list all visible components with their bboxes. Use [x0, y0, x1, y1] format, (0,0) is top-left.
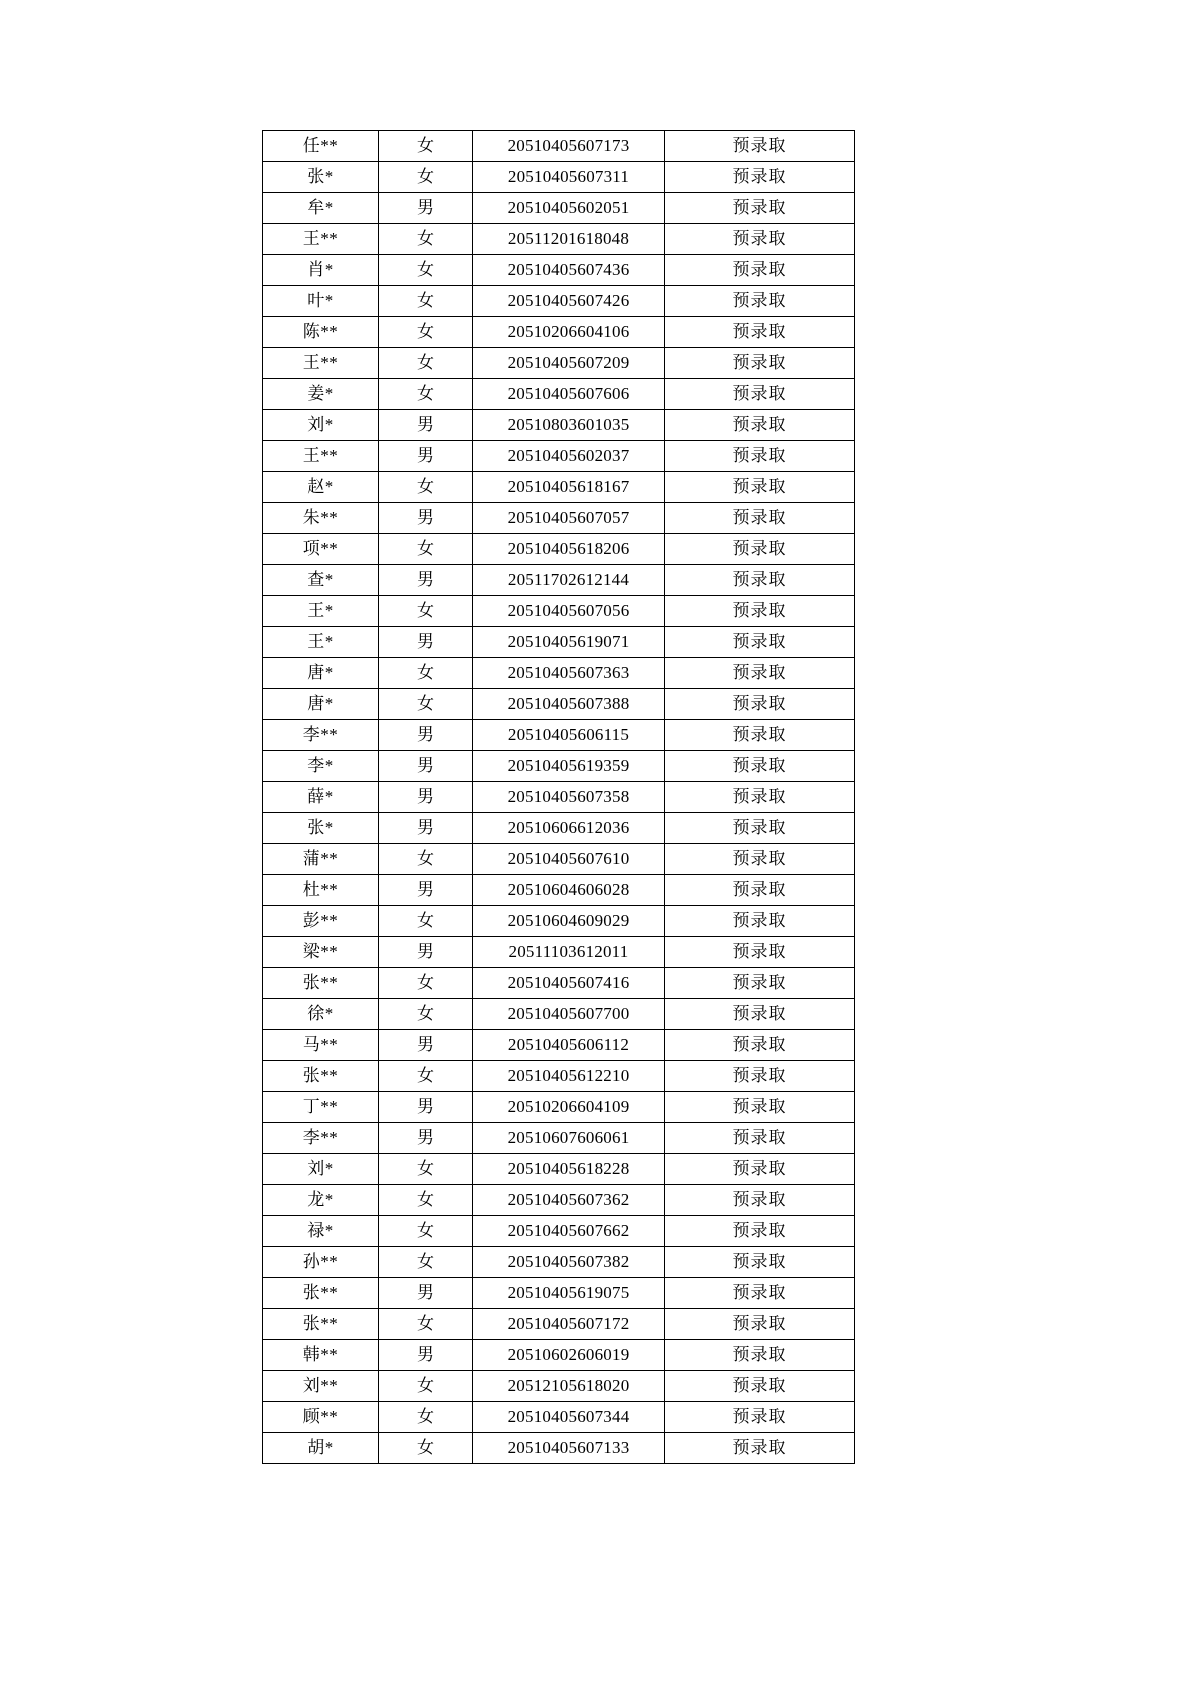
cell-gender: 女: [379, 1309, 473, 1340]
cell-name: 梁**: [263, 937, 379, 968]
cell-gender: 女: [379, 1247, 473, 1278]
table-row: [263, 472, 855, 503]
cell-name: 丁**: [263, 1092, 379, 1123]
cell-status: 预录取: [665, 131, 855, 162]
cell-status: 预录取: [665, 689, 855, 720]
cell-name: 王**: [263, 224, 379, 255]
table-row: [263, 968, 855, 999]
cell-name: 张**: [263, 1309, 379, 1340]
table-row: [263, 813, 855, 844]
cell-gender: 男: [379, 1123, 473, 1154]
cell-name: 陈**: [263, 317, 379, 348]
cell-status: 预录取: [665, 1371, 855, 1402]
cell-gender: 男: [379, 1092, 473, 1123]
cell-name: 张**: [263, 1278, 379, 1309]
cell-gender: 男: [379, 751, 473, 782]
cell-gender: 男: [379, 193, 473, 224]
cell-gender: 女: [379, 317, 473, 348]
cell-status: 预录取: [665, 999, 855, 1030]
cell-candidate-id: 20510405607662: [473, 1216, 665, 1247]
cell-candidate-id: 20510405607606: [473, 379, 665, 410]
cell-status: 预录取: [665, 1154, 855, 1185]
cell-name: 张*: [263, 162, 379, 193]
cell-name: 徐*: [263, 999, 379, 1030]
cell-gender: 男: [379, 441, 473, 472]
cell-gender: 女: [379, 658, 473, 689]
cell-status: 预录取: [665, 782, 855, 813]
table-row: [263, 1154, 855, 1185]
cell-candidate-id: 20510405607436: [473, 255, 665, 286]
cell-candidate-id: 20510405619071: [473, 627, 665, 658]
cell-candidate-id: 20510607606061: [473, 1123, 665, 1154]
cell-candidate-id: 20511702612144: [473, 565, 665, 596]
cell-name: 王**: [263, 441, 379, 472]
cell-status: 预录取: [665, 968, 855, 999]
roster-table-body: [263, 131, 855, 1464]
table-row: [263, 720, 855, 751]
cell-candidate-id: 20510604606028: [473, 875, 665, 906]
table-row: [263, 410, 855, 441]
cell-status: 预录取: [665, 627, 855, 658]
table-row: [263, 1340, 855, 1371]
cell-candidate-id: 20510405607056: [473, 596, 665, 627]
table-row: [263, 1247, 855, 1278]
cell-candidate-id: 20510405606112: [473, 1030, 665, 1061]
table-row: [263, 162, 855, 193]
cell-gender: 女: [379, 224, 473, 255]
table-row: [263, 1185, 855, 1216]
table-row: [263, 1309, 855, 1340]
cell-gender: 女: [379, 348, 473, 379]
cell-status: 预录取: [665, 379, 855, 410]
cell-status: 预录取: [665, 410, 855, 441]
cell-name: 项**: [263, 534, 379, 565]
cell-gender: 女: [379, 131, 473, 162]
cell-status: 预录取: [665, 1185, 855, 1216]
cell-candidate-id: 20510405607388: [473, 689, 665, 720]
roster-table-container: [262, 130, 854, 1464]
table-row: [263, 1030, 855, 1061]
table-row: [263, 224, 855, 255]
cell-gender: 女: [379, 1371, 473, 1402]
cell-name: 李*: [263, 751, 379, 782]
cell-gender: 女: [379, 1216, 473, 1247]
cell-name: 牟*: [263, 193, 379, 224]
cell-status: 预录取: [665, 1247, 855, 1278]
cell-status: 预录取: [665, 1123, 855, 1154]
table-row: [263, 1371, 855, 1402]
table-row: [263, 1092, 855, 1123]
table-row: [263, 131, 855, 162]
table-row: [263, 1216, 855, 1247]
cell-gender: 女: [379, 286, 473, 317]
cell-name: 唐*: [263, 689, 379, 720]
cell-status: 预录取: [665, 813, 855, 844]
cell-name: 薛*: [263, 782, 379, 813]
cell-status: 预录取: [665, 720, 855, 751]
cell-name: 肖*: [263, 255, 379, 286]
cell-candidate-id: 20510803601035: [473, 410, 665, 441]
cell-status: 预录取: [665, 1030, 855, 1061]
cell-name: 王*: [263, 596, 379, 627]
cell-name: 姜*: [263, 379, 379, 410]
cell-candidate-id: 20510405618228: [473, 1154, 665, 1185]
table-row: [263, 844, 855, 875]
cell-candidate-id: 20510405607133: [473, 1433, 665, 1464]
cell-gender: 女: [379, 1154, 473, 1185]
table-row: [263, 627, 855, 658]
cell-gender: 男: [379, 410, 473, 441]
cell-status: 预录取: [665, 1402, 855, 1433]
cell-name: 彭**: [263, 906, 379, 937]
cell-gender: 男: [379, 937, 473, 968]
cell-name: 刘**: [263, 1371, 379, 1402]
table-row: [263, 1433, 855, 1464]
cell-status: 预录取: [665, 906, 855, 937]
cell-status: 预录取: [665, 1340, 855, 1371]
table-row: [263, 317, 855, 348]
cell-name: 朱**: [263, 503, 379, 534]
cell-candidate-id: 20510405612210: [473, 1061, 665, 1092]
cell-name: 韩**: [263, 1340, 379, 1371]
cell-status: 预录取: [665, 565, 855, 596]
cell-name: 叶*: [263, 286, 379, 317]
cell-name: 龙*: [263, 1185, 379, 1216]
cell-gender: 女: [379, 1185, 473, 1216]
table-row: [263, 348, 855, 379]
cell-name: 蒲**: [263, 844, 379, 875]
cell-name: 胡*: [263, 1433, 379, 1464]
cell-candidate-id: 20510206604109: [473, 1092, 665, 1123]
cell-name: 刘*: [263, 410, 379, 441]
cell-status: 预录取: [665, 224, 855, 255]
cell-status: 预录取: [665, 875, 855, 906]
cell-name: 唐*: [263, 658, 379, 689]
cell-candidate-id: 20510405607426: [473, 286, 665, 317]
cell-gender: 女: [379, 1433, 473, 1464]
table-row: [263, 1061, 855, 1092]
cell-status: 预录取: [665, 751, 855, 782]
cell-status: 预录取: [665, 162, 855, 193]
roster-table: [262, 130, 855, 1464]
cell-gender: 女: [379, 596, 473, 627]
cell-name: 刘*: [263, 1154, 379, 1185]
cell-gender: 男: [379, 782, 473, 813]
cell-candidate-id: 20510405619359: [473, 751, 665, 782]
cell-candidate-id: 20510405607172: [473, 1309, 665, 1340]
cell-gender: 女: [379, 968, 473, 999]
cell-status: 预录取: [665, 534, 855, 565]
table-row: [263, 782, 855, 813]
cell-candidate-id: 20510604609029: [473, 906, 665, 937]
cell-status: 预录取: [665, 1216, 855, 1247]
cell-gender: 女: [379, 844, 473, 875]
cell-candidate-id: 20510405607610: [473, 844, 665, 875]
cell-name: 查*: [263, 565, 379, 596]
cell-status: 预录取: [665, 1278, 855, 1309]
table-row: [263, 1278, 855, 1309]
cell-candidate-id: 20510405607311: [473, 162, 665, 193]
cell-name: 禄*: [263, 1216, 379, 1247]
cell-gender: 男: [379, 813, 473, 844]
cell-gender: 女: [379, 379, 473, 410]
cell-candidate-id: 20510405618206: [473, 534, 665, 565]
cell-candidate-id: 20510405607057: [473, 503, 665, 534]
cell-candidate-id: 20510405607382: [473, 1247, 665, 1278]
cell-name: 杜**: [263, 875, 379, 906]
cell-gender: 男: [379, 875, 473, 906]
cell-candidate-id: 20510405602037: [473, 441, 665, 472]
cell-gender: 女: [379, 999, 473, 1030]
table-row: [263, 379, 855, 410]
cell-gender: 女: [379, 1061, 473, 1092]
cell-gender: 女: [379, 689, 473, 720]
cell-candidate-id: 20510405607362: [473, 1185, 665, 1216]
cell-candidate-id: 20510405607700: [473, 999, 665, 1030]
table-row: [263, 534, 855, 565]
cell-status: 预录取: [665, 1309, 855, 1340]
cell-gender: 女: [379, 534, 473, 565]
table-row: [263, 937, 855, 968]
table-row: [263, 565, 855, 596]
cell-name: 孙**: [263, 1247, 379, 1278]
cell-candidate-id: 20510405618167: [473, 472, 665, 503]
cell-gender: 女: [379, 162, 473, 193]
cell-name: 张**: [263, 968, 379, 999]
cell-name: 张**: [263, 1061, 379, 1092]
cell-candidate-id: 20511201618048: [473, 224, 665, 255]
cell-name: 王**: [263, 348, 379, 379]
cell-gender: 女: [379, 472, 473, 503]
table-row: [263, 999, 855, 1030]
cell-status: 预录取: [665, 193, 855, 224]
table-row: [263, 255, 855, 286]
cell-name: 李**: [263, 1123, 379, 1154]
cell-gender: 男: [379, 1340, 473, 1371]
cell-gender: 男: [379, 627, 473, 658]
cell-name: 张*: [263, 813, 379, 844]
table-row: [263, 1123, 855, 1154]
cell-name: 顾**: [263, 1402, 379, 1433]
table-row: [263, 193, 855, 224]
table-row: [263, 906, 855, 937]
table-row: [263, 875, 855, 906]
cell-candidate-id: 20510405607358: [473, 782, 665, 813]
cell-candidate-id: 20510405607363: [473, 658, 665, 689]
cell-name: 赵*: [263, 472, 379, 503]
cell-status: 预录取: [665, 348, 855, 379]
table-row: [263, 596, 855, 627]
cell-candidate-id: 20510405606115: [473, 720, 665, 751]
cell-status: 预录取: [665, 441, 855, 472]
cell-status: 预录取: [665, 255, 855, 286]
cell-status: 预录取: [665, 658, 855, 689]
cell-name: 任**: [263, 131, 379, 162]
cell-candidate-id: 20510405619075: [473, 1278, 665, 1309]
cell-candidate-id: 20510405607173: [473, 131, 665, 162]
table-row: [263, 286, 855, 317]
cell-gender: 女: [379, 906, 473, 937]
cell-candidate-id: 20510602606019: [473, 1340, 665, 1371]
cell-status: 预录取: [665, 472, 855, 503]
cell-candidate-id: 20512105618020: [473, 1371, 665, 1402]
cell-gender: 男: [379, 720, 473, 751]
cell-status: 预录取: [665, 503, 855, 534]
cell-name: 马**: [263, 1030, 379, 1061]
cell-gender: 女: [379, 255, 473, 286]
cell-name: 王*: [263, 627, 379, 658]
cell-gender: 女: [379, 1402, 473, 1433]
cell-candidate-id: 20511103612011: [473, 937, 665, 968]
cell-status: 预录取: [665, 317, 855, 348]
cell-status: 预录取: [665, 596, 855, 627]
table-row: [263, 689, 855, 720]
cell-candidate-id: 20510606612036: [473, 813, 665, 844]
cell-gender: 男: [379, 503, 473, 534]
cell-gender: 男: [379, 565, 473, 596]
table-row: [263, 503, 855, 534]
cell-candidate-id: 20510405602051: [473, 193, 665, 224]
table-row: [263, 1402, 855, 1433]
cell-candidate-id: 20510206604106: [473, 317, 665, 348]
cell-status: 预录取: [665, 1061, 855, 1092]
cell-status: 预录取: [665, 1092, 855, 1123]
cell-gender: 男: [379, 1278, 473, 1309]
cell-status: 预录取: [665, 937, 855, 968]
cell-status: 预录取: [665, 1433, 855, 1464]
cell-candidate-id: 20510405607209: [473, 348, 665, 379]
table-row: [263, 658, 855, 689]
cell-status: 预录取: [665, 286, 855, 317]
cell-candidate-id: 20510405607344: [473, 1402, 665, 1433]
cell-name: 李**: [263, 720, 379, 751]
table-row: [263, 441, 855, 472]
cell-candidate-id: 20510405607416: [473, 968, 665, 999]
cell-status: 预录取: [665, 844, 855, 875]
cell-gender: 男: [379, 1030, 473, 1061]
table-row: [263, 751, 855, 782]
